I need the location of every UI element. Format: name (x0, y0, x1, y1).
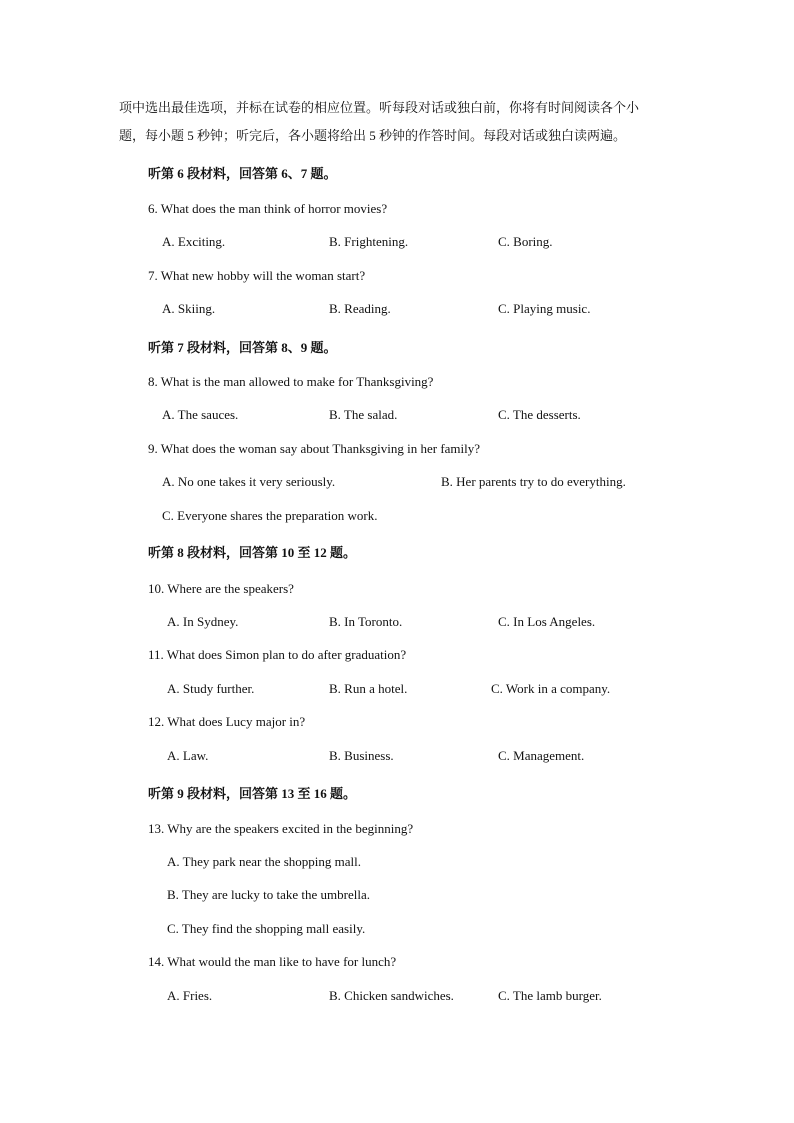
option-a: A. Skiing. (162, 301, 216, 316)
option-a: A. Study further. (167, 681, 255, 696)
question-text: 9. What does the woman say about Thanksgiving in her family? (148, 441, 481, 456)
intro-line-2: 题，每小题 5 秒钟；听完后，各小题将给出 5 秒钟的作答时间。每段对话或独白读两遍。 (119, 128, 627, 143)
option-b: B. Chicken sandwiches. (329, 988, 454, 1003)
option-c: C. They find the shopping mall easily. (167, 921, 366, 936)
option-c: C. In Los Angeles. (498, 614, 596, 629)
option-b: B. Business. (329, 748, 394, 763)
option-c: C. Playing music. (498, 301, 591, 316)
question-text: 13. Why are the speakers excited in the beginning? (148, 821, 414, 836)
section-heading: 听第 6 段材料，回答第 6、7 题。 (148, 166, 337, 181)
option-c: C. Everyone shares the preparation work. (162, 508, 378, 523)
option-a: A. Exciting. (162, 234, 226, 249)
option-c: C. The desserts. (498, 407, 581, 422)
option-c: C. The lamb burger. (498, 988, 602, 1003)
option-b: B. In Toronto. (329, 614, 403, 629)
option-a: A. Fries. (167, 988, 213, 1003)
question-text: 8. What is the man allowed to make for Thanksgiving? (148, 374, 434, 389)
option-b: B. The salad. (329, 407, 398, 422)
option-a: A. In Sydney. (167, 614, 239, 629)
option-b: B. Reading. (329, 301, 391, 316)
section-heading: 听第 8 段材料，回答第 10 至 12 题。 (148, 545, 357, 560)
option-b: B. Run a hotel. (329, 681, 408, 696)
question-text: 10. Where are the speakers? (148, 581, 294, 596)
question-text: 14. What would the man like to have for lunch? (148, 954, 397, 969)
option-b: B. They are lucky to take the umbrella. (167, 887, 370, 902)
option-a: A. Law. (167, 748, 209, 763)
option-c: C. Management. (498, 748, 585, 763)
section-heading: 听第 9 段材料，回答第 13 至 16 题。 (148, 786, 357, 801)
question-text: 7. What new hobby will the woman start? (148, 268, 366, 283)
option-c: C. Work in a company. (491, 681, 611, 696)
option-a: A. The sauces. (162, 407, 239, 422)
intro-line-1: 项中选出最佳选项，并标在试卷的相应位置。听每段对话或独白前，你将有时间阅读各个小 (119, 100, 640, 115)
option-b: B. Her parents try to do everything. (441, 474, 626, 489)
option-a: A. They park near the shopping mall. (167, 854, 361, 869)
question-text: 6. What does the man think of horror movies? (148, 201, 388, 216)
option-b: B. Frightening. (329, 234, 409, 249)
option-a: A. No one takes it very seriously. (162, 474, 336, 489)
section-heading: 听第 7 段材料，回答第 8、9 题。 (148, 340, 337, 355)
question-text: 12. What does Lucy major in? (148, 714, 306, 729)
question-text: 11. What does Simon plan to do after graduation? (148, 647, 407, 662)
option-c: C. Boring. (498, 234, 553, 249)
